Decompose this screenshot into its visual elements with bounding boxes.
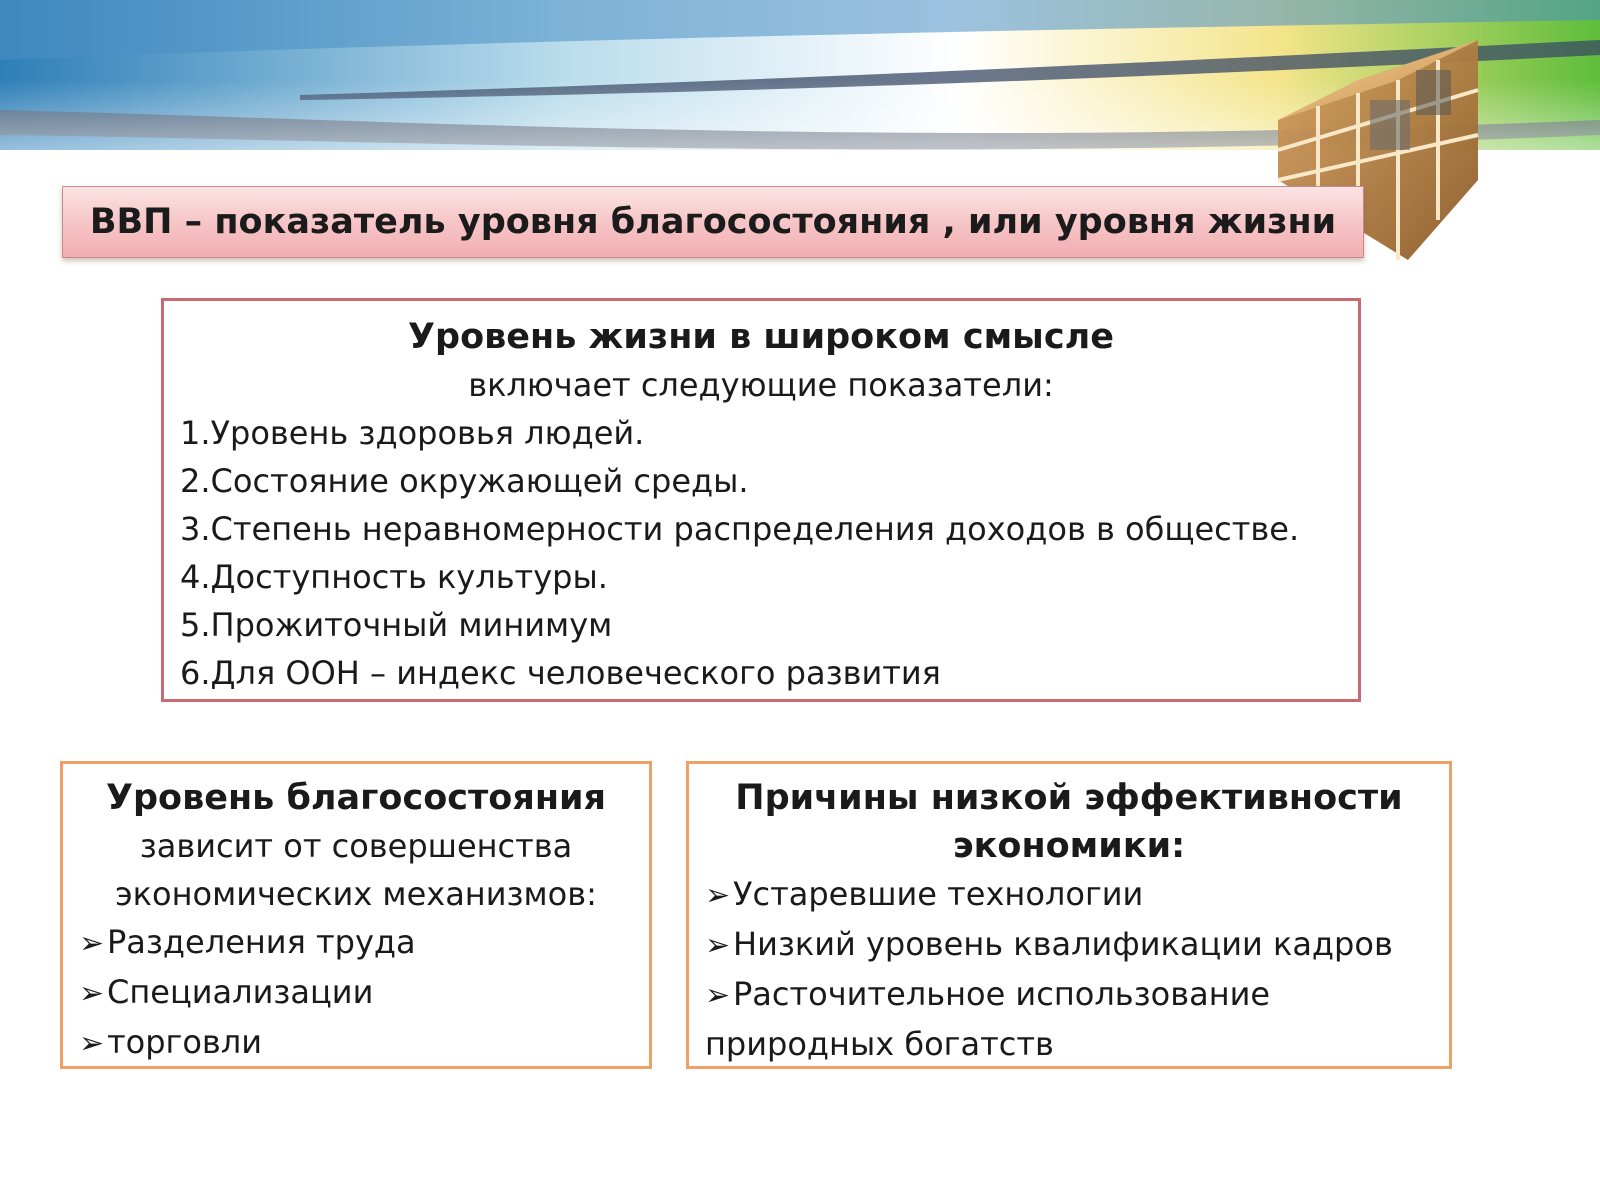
list-item-text: Устаревшие технологии <box>733 875 1144 913</box>
living-standard-box <box>161 298 1361 702</box>
arrow-bullet-icon: ➢ <box>79 976 105 1011</box>
living-standard-subheading: включает следующие показатели: <box>468 366 1054 404</box>
title-bar <box>62 186 1364 258</box>
list-item-text: торговли <box>107 1023 263 1061</box>
list-item-text: Низкий уровень квалификации кадров <box>733 925 1393 963</box>
arrow-bullet-icon: ➢ <box>79 1026 105 1061</box>
low-efficiency-heading: Причины низкой эффективности <box>735 778 1403 818</box>
list-item-text: Разделения труда <box>107 923 416 961</box>
living-standard-heading: Уровень жизни в широком смысле <box>408 317 1114 357</box>
list-item <box>79 918 633 968</box>
arrow-bullet-icon: ➢ <box>79 926 105 961</box>
welfare-heading: Уровень благосостояния <box>105 778 606 818</box>
indicator-item: 1.Уровень здоровья людей. <box>180 414 645 452</box>
low-efficiency-box <box>686 761 1452 1069</box>
indicator-item: 6.Для ООН – индекс человеческого развития <box>180 654 941 692</box>
indicator-item: 3.Степень неравномерности распределения доходов в обществе. <box>180 510 1300 548</box>
arrow-bullet-icon: ➢ <box>705 928 731 963</box>
indicator-item: 2.Состояние окружающей среды. <box>180 462 749 500</box>
list-item <box>79 1018 633 1068</box>
arrow-bullet-icon: ➢ <box>705 978 731 1013</box>
welfare-subline: экономических механизмов: <box>115 875 597 913</box>
list-item <box>705 920 1433 970</box>
low-efficiency-heading: экономики: <box>952 826 1186 866</box>
arrow-bullet-icon: ➢ <box>705 878 731 913</box>
welfare-box <box>60 761 652 1069</box>
indicator-item: 4.Доступность культуры. <box>180 558 608 596</box>
welfare-subline: зависит от совершенства <box>139 827 573 865</box>
list-item <box>705 870 1433 920</box>
slide-title: ВВП – показатель уровня благосостояния , или уровня жизни <box>89 202 1337 242</box>
list-item <box>79 968 633 1018</box>
list-item-text: Расточительное использование <box>733 975 1271 1013</box>
indicator-item: 5.Прожиточный минимум <box>180 606 613 644</box>
list-item-continuation: природных богатств <box>705 1025 1054 1063</box>
list-item-text: Специализации <box>107 973 374 1011</box>
list-item <box>705 970 1433 1020</box>
